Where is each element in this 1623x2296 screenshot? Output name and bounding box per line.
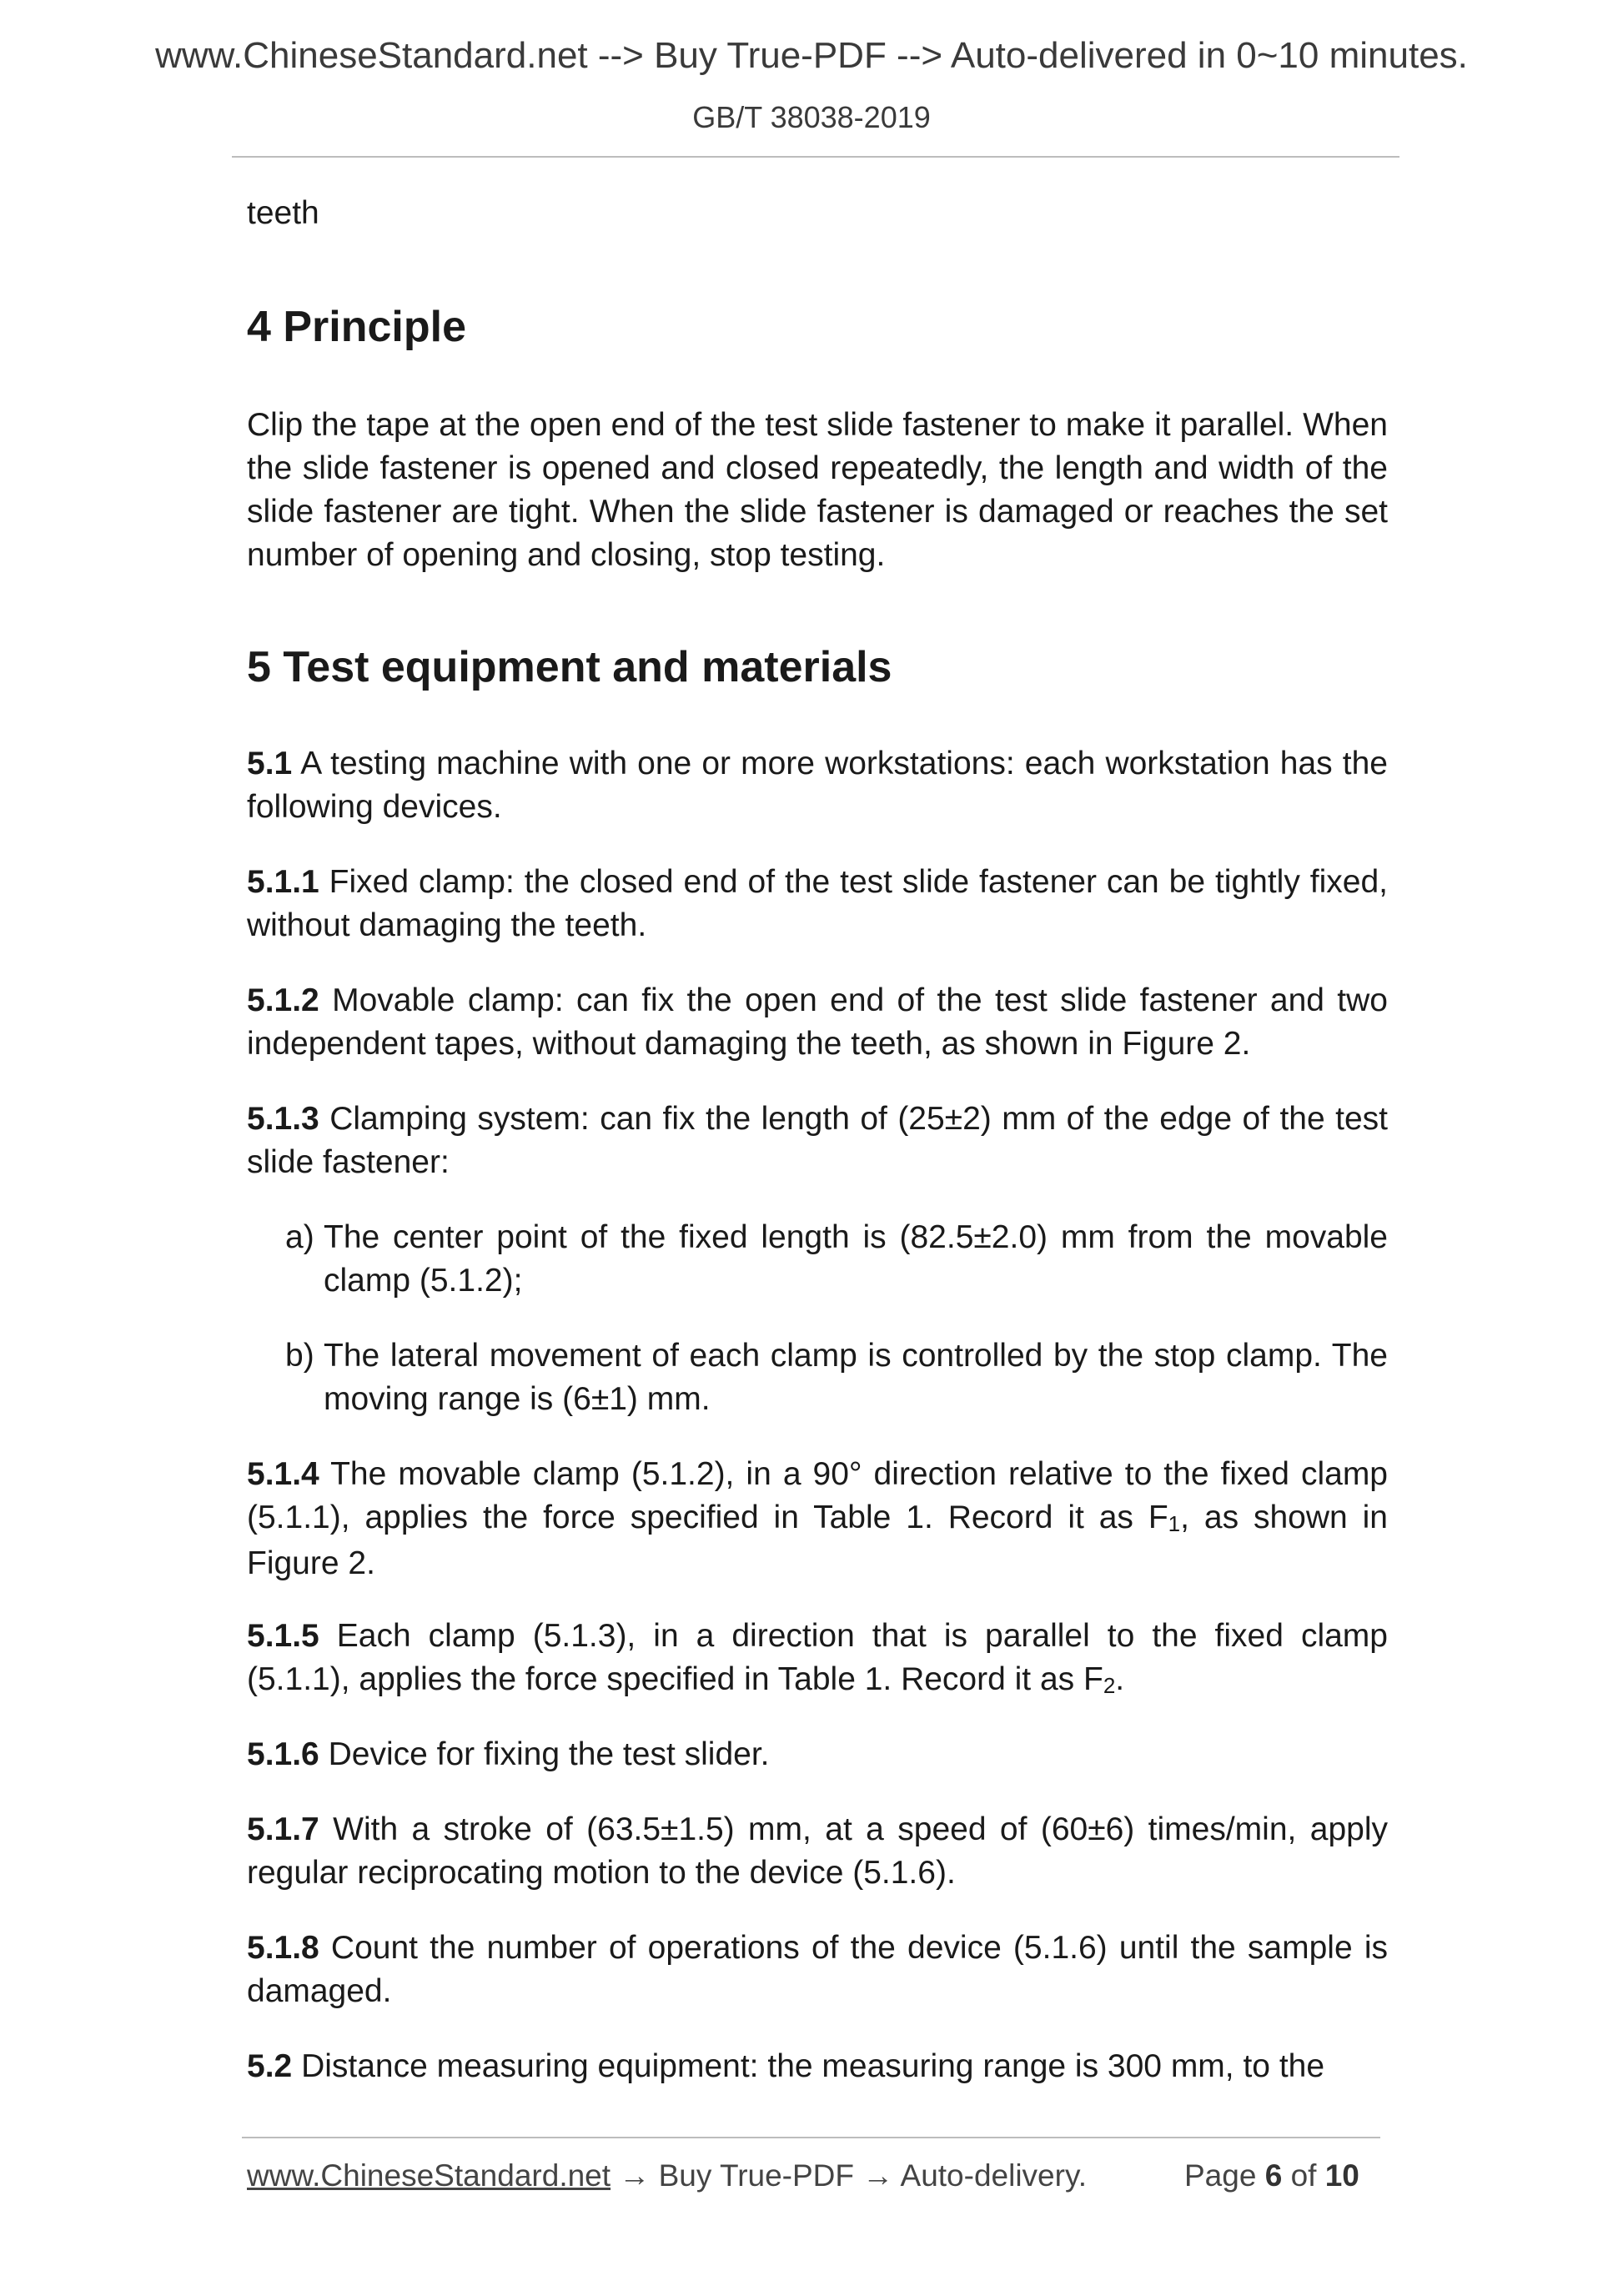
- section-4-heading: 4 Principle: [247, 303, 466, 351]
- clause-text: Device for fixing the test slider.: [328, 1736, 770, 1772]
- clause-number: 5.1.1: [247, 864, 319, 900]
- clause-number: 5.1.6: [247, 1736, 319, 1772]
- clause-5-1-3: [247, 1098, 1388, 1184]
- clause-5-1: [247, 742, 1388, 829]
- clause-number: 5.1.7: [247, 1811, 319, 1847]
- list-item: [285, 1216, 1388, 1303]
- clause-number: 5.1.4: [247, 1456, 319, 1492]
- subscript: 1: [1168, 1511, 1181, 1536]
- clause-number: 5.1.3: [247, 1101, 319, 1137]
- clause-5-1-4: [247, 1453, 1388, 1585]
- page-indicator: [1184, 2158, 1359, 2193]
- clause-number: 5.1.5: [247, 1618, 319, 1654]
- clause-5-1-8: [247, 1927, 1388, 2013]
- clause-text: Clamping system: can fix the length of (25±2) mm of the edge of the test slide fastener:: [247, 1101, 1388, 1180]
- clause-5-1-7: [247, 1808, 1388, 1895]
- clause-text: Fixed clamp: the closed end of the test slide fastener can be tightly fixed, without damaging the teeth.: [247, 864, 1388, 943]
- clause-5-1-1: [247, 861, 1388, 947]
- clause-text-end: .: [1115, 1661, 1125, 1697]
- clause-5-2: [247, 2045, 1388, 2088]
- list-marker: b): [285, 1338, 314, 1374]
- standard-number: GB/T 38038-2019: [692, 100, 931, 134]
- footer-site-link[interactable]: www.ChineseStandard.net: [247, 2158, 611, 2193]
- clause-5-1-5: [247, 1615, 1388, 1704]
- clause-text: Movable clamp: can fix the open end of the test slide fastener and two independent tapes, without damaging the teeth, as shown in Figure 2.: [247, 982, 1388, 1062]
- clause-text: Count the number of operations of the device (5.1.6) until the sample is damaged.: [247, 1930, 1388, 2009]
- continuation-text: teeth: [247, 195, 319, 231]
- section-5-heading: 5 Test equipment and materials: [247, 643, 892, 691]
- subscript: 2: [1103, 1673, 1116, 1698]
- clause-text-end: , as shown in Figure 2.: [247, 1500, 1388, 1581]
- clause-5-1-6: [247, 1733, 1388, 1776]
- clause-text: Distance measuring equipment: the measuring range is 300 mm, to the: [301, 2048, 1325, 2084]
- list-item: [285, 1334, 1388, 1421]
- footer-divider: [242, 2137, 1380, 2138]
- clause-number: 5.2: [247, 2048, 293, 2084]
- list-text: The center point of the fixed length is (82.5±2.0) mm from the movable clamp (5.1.2);: [324, 1219, 1388, 1299]
- footer-promo-text: → Buy True-PDF → Auto-delivery.: [611, 2158, 1087, 2193]
- clause-number: 5.1.2: [247, 982, 319, 1018]
- site-banner: www.ChineseStandard.net --> Buy True-PDF --> Auto-delivered in 0~10 minutes.: [155, 35, 1468, 76]
- clause-number: 5.1: [247, 746, 293, 781]
- section-4-text: Clip the tape at the open end of the test slide fastener to make it parallel. When the slide fastener is opened and closed repeatedly, the length and width of the slide fastener are tight. When the slide fastener is damaged or reaches the set number of opening and closing, stop testing.: [247, 407, 1388, 573]
- current-page: 6: [1264, 2158, 1283, 2193]
- list-text: The lateral movement of each clamp is controlled by the stop clamp. The moving range is (6±1) mm.: [324, 1338, 1388, 1417]
- of-label: of: [1290, 2158, 1317, 2193]
- page-label: Page: [1184, 2158, 1257, 2193]
- clause-number: 5.1.8: [247, 1930, 319, 1966]
- clause-text: The movable clamp (5.1.2), in a 90° direction relative to the fixed clamp (5.1.1), applies the force specified in Table 1. Record it as F: [247, 1456, 1389, 1535]
- clause-text: With a stroke of (63.5±1.5) mm, at a speed of (60±6) times/min, apply regular reciprocating motion to the device (5.1.6).: [247, 1811, 1388, 1891]
- clause-5-1-2: [247, 979, 1388, 1066]
- clause-text: Each clamp (5.1.3), in a direction that is parallel to the fixed clamp (5.1.1), applies the force specified in Table 1. Record it as F: [247, 1618, 1388, 1697]
- clause-text: A testing machine with one or more workstations: each workstation has the following devices.: [247, 746, 1388, 825]
- list-marker: a): [285, 1219, 314, 1255]
- header-divider: [232, 156, 1399, 158]
- footer-promo: [247, 2158, 1087, 2193]
- total-pages: 10: [1324, 2158, 1359, 2193]
